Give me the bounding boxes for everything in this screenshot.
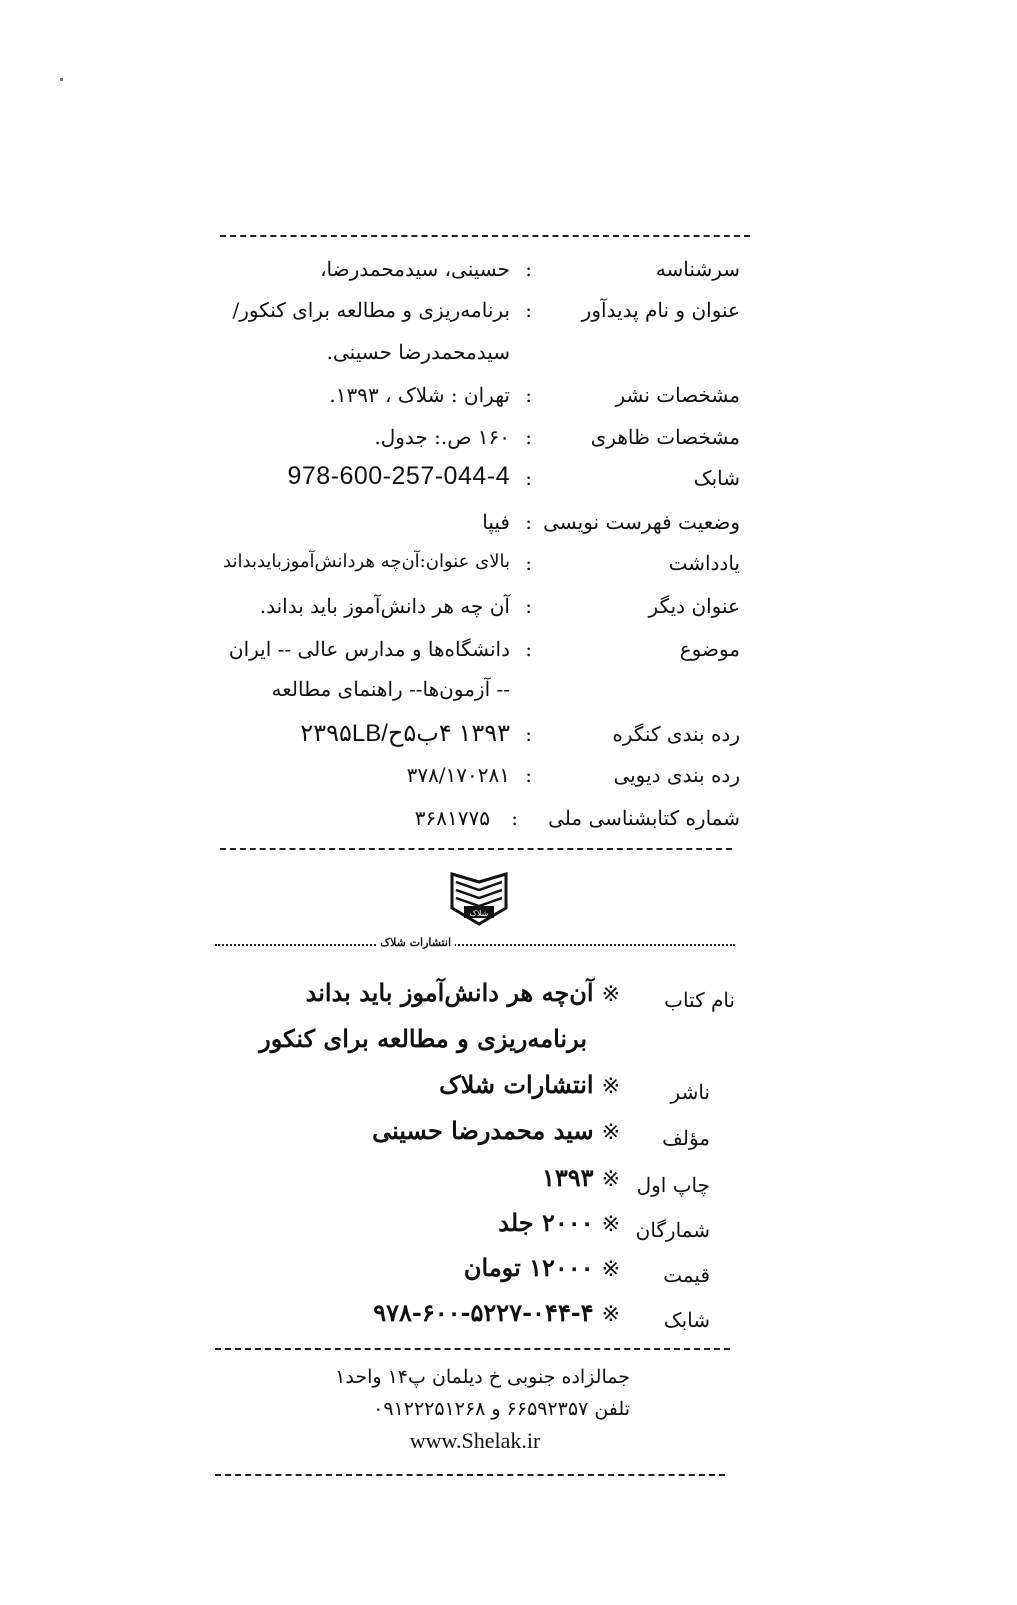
publisher-logo (448, 868, 510, 928)
asterisk-icon: ※ (601, 1074, 620, 1099)
cip-value: ۳۷۸/۱۷۰۲۸۱ (406, 763, 510, 787)
cip-label: رده بندی دیویی (613, 763, 740, 787)
isbn-row (250, 1298, 735, 1344)
author-label: مؤلف (662, 1126, 710, 1150)
copies-row (250, 1208, 735, 1254)
asterisk-icon: ※ (601, 1302, 620, 1327)
publisher-value: ※انتشارات شلاک (439, 1070, 620, 1099)
author-row (250, 1116, 735, 1162)
cip-row-isbn: شابک : 978-600-257-044-4 (287, 462, 740, 490)
footer-rule (215, 1474, 725, 1476)
book-title-value: ※آن‌چه هر دانش‌آموز باید بداند (305, 978, 620, 1007)
author-value: ※سید محمدرضا حسینی (372, 1116, 620, 1145)
price-row (250, 1253, 735, 1299)
isbn-label: شابک (663, 1308, 710, 1332)
price-value: ※۱۲۰۰۰ تومان (463, 1253, 620, 1282)
phone-text: تلفن ۶۶۵۹۲۳۵۷ و ۰۹۱۲۲۲۵۱۲۶۸ (373, 1398, 630, 1420)
edition-row (250, 1163, 735, 1209)
copies-value: ※۲۰۰۰ جلد (498, 1208, 620, 1237)
book-title-label: نام کتاب (664, 988, 735, 1012)
cip-row-other-title: عنوان دیگر : آن چه هر دانش‌آموز باید بداند. (259, 594, 740, 618)
asterisk-icon: ※ (601, 1257, 620, 1282)
scan-speck (60, 78, 63, 81)
cip-value: سیدمحمدرضا حسینی. (326, 340, 510, 364)
cip-label: سرشناسه (655, 257, 740, 281)
cip-label: یادداشت (668, 551, 740, 575)
cip-row-lc: رده بندی کنگره : ۱۳۹۳ ۴ب۵ح/۲۳۹۵LB (300, 720, 740, 747)
cip-label: عنوان دیگر (648, 594, 740, 618)
edition-value: ※۱۳۹۳ (542, 1163, 620, 1192)
cip-value: حسینی، سیدمحمدرضا، (320, 257, 510, 281)
cip-row-publication: مشخصات نشر : تهران : شلاک ، ۱۳۹۳. (329, 383, 740, 407)
cip-row-title: عنوان و نام پدیدآور : برنامه‌ریزی و مطالعه برای کنکور/ (232, 298, 740, 322)
info-bottom-rule (215, 1348, 730, 1350)
top-rule (220, 235, 750, 237)
price-label: قیمت (663, 1263, 710, 1287)
edition-label: چاپ اول (636, 1173, 710, 1197)
cip-label: مشخصات نشر (615, 383, 740, 407)
cip-value: بالای عنوان:آن‌چه هردانش‌آموزبایدبداند (223, 551, 510, 572)
cip-label: عنوان و نام پدیدآور (581, 298, 740, 322)
logo-text: شلاک (469, 909, 489, 918)
cip-label: شابک (693, 466, 740, 490)
address-text: جمالزاده جنوبی خ دیلمان پ۱۴ واحد۱ (335, 1366, 630, 1388)
cip-label: مشخصات ظاهری (590, 425, 740, 449)
asterisk-icon: ※ (601, 1212, 620, 1237)
cip-row-subject-cont (150, 677, 740, 717)
cip-isbn-value: 978-600-257-044-4 (287, 462, 510, 490)
cip-label: وضعیت فهرست نویسی (543, 510, 740, 534)
cip-row-national-number: شماره کتابشناسی ملی : ۳۶۸۱۷۷۵ (414, 806, 740, 830)
website-link[interactable]: www.Shelak.ir (409, 1428, 541, 1453)
isbn-value: ※۹۷۸-۶۰۰-۵۲۲۷-۰۴۴-۴ (373, 1298, 620, 1327)
cip-label: شماره کتابشناسی ملی (548, 806, 740, 830)
cip-label: رده بندی کنگره (612, 722, 740, 746)
publisher-line-rule (215, 944, 735, 946)
cip-value: ۱۳۹۳ ۴ب۵ح/۲۳۹۵LB (300, 720, 510, 747)
book-title-row-2 (250, 1024, 735, 1070)
asterisk-icon: ※ (601, 1167, 620, 1192)
copies-label: شمارگان (635, 1218, 710, 1242)
cip-value: فیپا (482, 510, 510, 534)
cip-value: -- آزمون‌ها-- راهنمای مطالعه (271, 677, 510, 701)
publisher-label: ناشر (670, 1080, 710, 1104)
cip-row-title-cont (150, 340, 740, 380)
book-subtitle-value: برنامه‌ریزی و مطالعه برای کنکور (259, 1024, 587, 1053)
publisher-row (250, 1070, 735, 1116)
cip-value: دانشگاه‌ها و مدارس عالی -- ایران (228, 637, 510, 661)
asterisk-icon: ※ (601, 982, 620, 1007)
cip-label: موضوع (679, 637, 740, 661)
cip-row-physical: مشخصات ظاهری : ۱۶۰ ص.: جدول. (374, 425, 740, 449)
asterisk-icon: ※ (601, 1120, 620, 1145)
cip-row-heading: سرشناسه : حسینی، سیدمحمدرضا، (320, 257, 740, 281)
book-title-row (250, 978, 735, 1024)
cip-value: آن چه هر دانش‌آموز باید بداند. (259, 594, 510, 618)
cip-bottom-rule (220, 848, 732, 850)
cip-row-dewey: رده بندی دیویی : ۳۷۸/۱۷۰۲۸۱ (406, 763, 740, 787)
cip-value: ۳۶۸۱۷۷۵ (414, 806, 490, 830)
cip-row-subject: موضوع : دانشگاه‌ها و مدارس عالی -- ایران (228, 637, 740, 661)
cip-row-note: یادداشت : بالای عنوان:آن‌چه هردانش‌آموزبایدبداند (223, 551, 740, 575)
publisher-line (215, 934, 735, 954)
cip-value: تهران : شلاک ، ۱۳۹۳. (329, 383, 510, 407)
publisher-line-text: انتشارات شلاک (376, 936, 455, 949)
cip-row-catalog-status: وضعیت فهرست نویسی : فیپا (482, 510, 740, 534)
cip-value: ۱۶۰ ص.: جدول. (374, 425, 510, 449)
cip-value: برنامه‌ریزی و مطالعه برای کنکور/ (232, 298, 510, 322)
